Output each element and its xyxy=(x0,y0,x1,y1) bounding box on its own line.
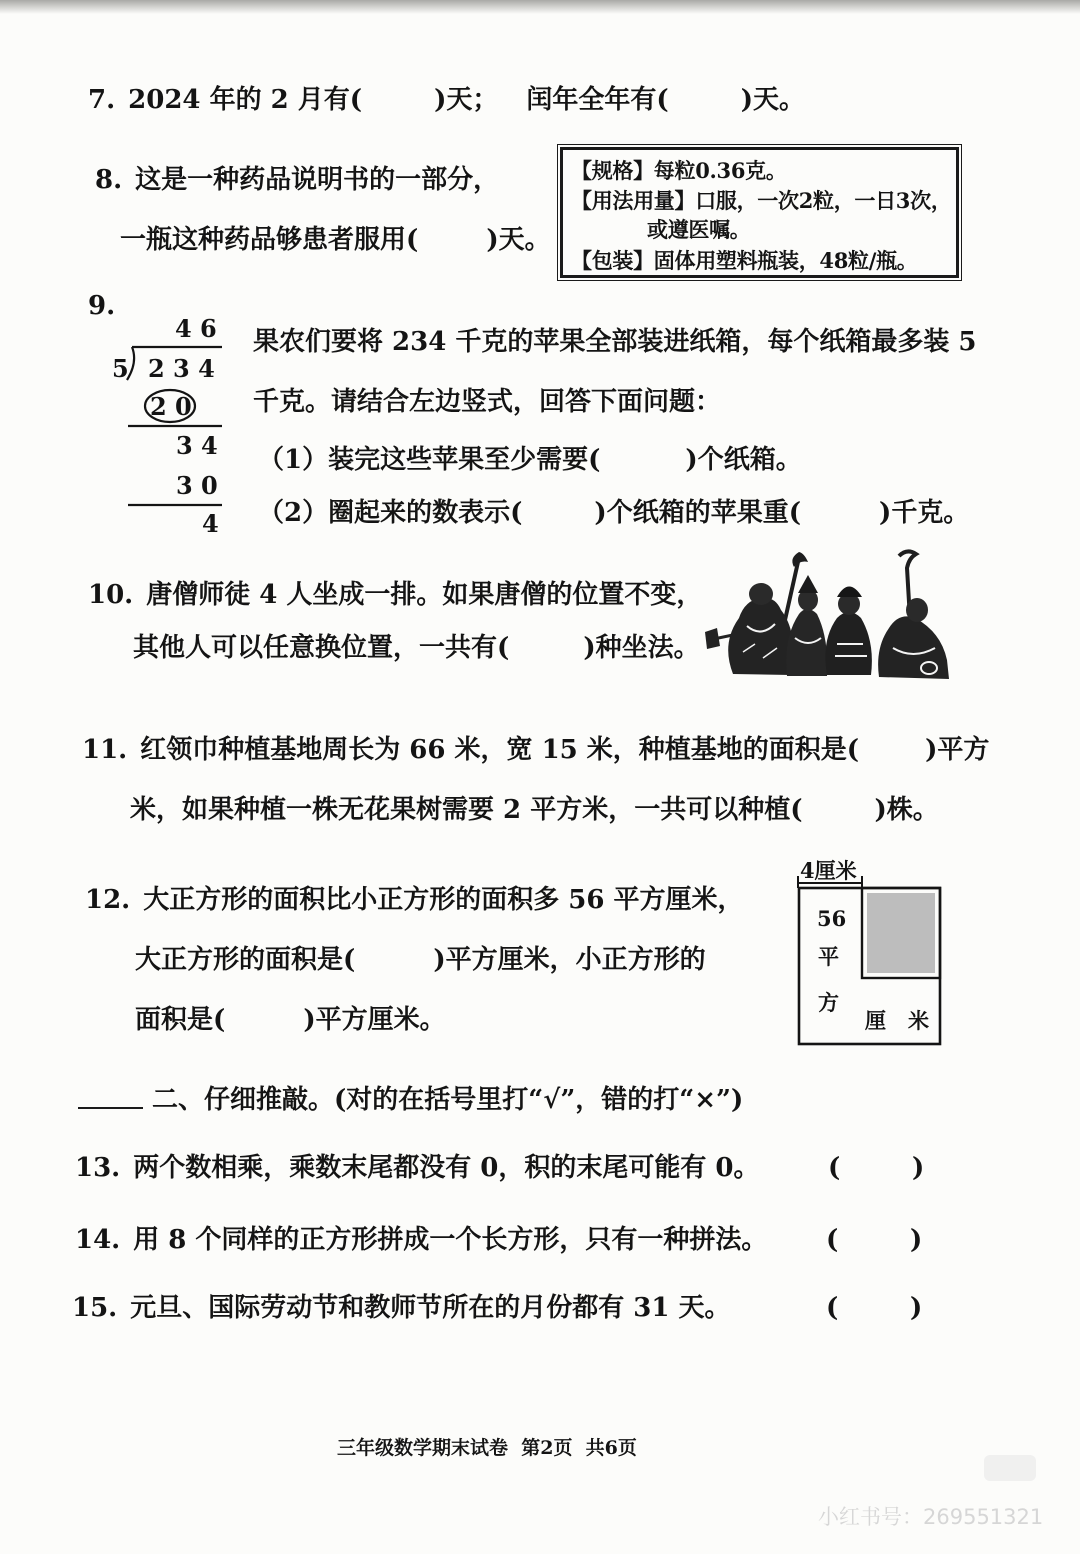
question-number: 8. xyxy=(95,165,123,195)
answer-blank xyxy=(225,1018,303,1028)
question-10-line-2 xyxy=(133,632,700,664)
area-number: 56 xyxy=(817,906,847,931)
section-2-heading: 二、仔细推敲。(对的在括号里打“√”，错的打“×”) xyxy=(152,1085,744,1115)
judgment-paren-close: ) xyxy=(912,1153,925,1183)
question-text: )天。 xyxy=(740,85,806,115)
question-text: )千克。 xyxy=(879,498,970,528)
answer-blank xyxy=(509,646,583,656)
question-9-stem-line-2: 千克。请结合左边竖式，回答下面问题： xyxy=(253,387,722,417)
question-9-sub-1 xyxy=(258,444,802,476)
question-12-line-1 xyxy=(85,884,744,916)
question-number: 14. xyxy=(75,1225,121,1255)
squares-area-figure xyxy=(790,850,950,1050)
answer-blank xyxy=(522,511,594,521)
long-division-figure xyxy=(100,300,235,540)
division-dividend: 2 3 4 xyxy=(148,354,215,383)
division-product-2: 3 0 xyxy=(176,471,218,500)
disciple-figure-2 xyxy=(825,587,872,676)
judgment-paren-open: ( xyxy=(826,1293,839,1323)
area-unit-char: 米 xyxy=(908,1008,929,1033)
question-text: 米，如果种植一株无花果树需要 2 平方米，一共可以种植( xyxy=(130,795,803,825)
question-text: )平方 xyxy=(925,735,990,765)
question-text: 两个数相乘，乘数末尾都没有 0，积的末尾可能有 0。 xyxy=(133,1153,760,1183)
figure-top-label: 4厘米 xyxy=(800,858,857,883)
question-text: 面积是( xyxy=(135,1005,226,1035)
question-9-stem-line-1: 果农们要将 234 千克的苹果全部装进纸箱，每个纸箱最多装 5 xyxy=(253,327,977,357)
question-9-sub-2 xyxy=(258,497,969,529)
question-12-line-2 xyxy=(135,944,706,976)
scan-top-edge-shadow xyxy=(0,0,1080,14)
question-12-line-3 xyxy=(135,1004,446,1036)
question-text: 用 8 个同样的正方形拼成一个长方形，只有一种拼法。 xyxy=(133,1225,768,1255)
answer-blank xyxy=(801,511,879,521)
question-number: 7. xyxy=(88,85,116,115)
answer-blank xyxy=(859,748,925,758)
question-8-line-2 xyxy=(120,224,551,256)
question-7 xyxy=(88,84,805,116)
question-text: 唐僧师徒 4 人坐成一排。如果唐僧的位置不变， xyxy=(146,580,703,610)
question-text: 元旦、国际劳动节和教师节所在的月份都有 31 天。 xyxy=(130,1293,731,1323)
small-square-shade xyxy=(867,893,935,973)
page-footer: 三年级数学期末试卷 第2页 共6页 xyxy=(337,1437,637,1459)
question-text: 这是一种药品说明书的一部分， xyxy=(135,165,500,195)
answer-blank xyxy=(669,98,741,108)
question-text: 大正方形的面积比小正方形的面积多 56 平方厘米， xyxy=(143,885,744,915)
division-divisor: 5 xyxy=(112,354,129,383)
question-text: 一瓶这种药品够患者服用( xyxy=(120,225,419,255)
judgment-paren-close: ) xyxy=(910,1225,923,1255)
label-usage: 【用法用量】口服，一次2粒，一日3次， xyxy=(571,188,952,213)
question-8-line-1 xyxy=(95,164,499,196)
question-text: )天。 xyxy=(486,225,551,255)
question-11-line-1 xyxy=(82,734,989,766)
question-number: 12. xyxy=(85,885,131,915)
disciple-figure-3 xyxy=(878,551,949,679)
question-text: （2）圈起来的数表示( xyxy=(258,498,523,528)
label-usage-cont: 或遵医嘱。 xyxy=(647,217,751,242)
question-text: 其他人可以任意换位置，一共有( xyxy=(133,633,510,663)
question-14 xyxy=(75,1224,767,1256)
judgment-paren-close: ) xyxy=(910,1293,923,1323)
question-text: 2024 年的 2 月有( xyxy=(128,85,363,115)
area-unit-char: 厘 xyxy=(865,1008,886,1033)
question-text: 大正方形的面积是( xyxy=(135,945,356,975)
medicine-label-box xyxy=(560,147,959,278)
question-text: )种坐法。 xyxy=(583,633,700,663)
division-remainder: 4 xyxy=(202,509,219,538)
answer-blank xyxy=(355,958,433,968)
watermark-logo xyxy=(984,1455,1036,1481)
question-number: 9. xyxy=(88,291,116,321)
judgment-paren-open: ( xyxy=(826,1225,839,1255)
question-number: 13. xyxy=(75,1153,121,1183)
question-number: 15. xyxy=(72,1293,118,1323)
score-blank-line xyxy=(78,1107,143,1109)
question-11-line-2 xyxy=(130,794,939,826)
question-15 xyxy=(72,1292,731,1324)
tang-monk-and-disciples-illustration xyxy=(703,548,965,683)
question-text: )个纸箱。 xyxy=(685,445,802,475)
question-text: （1）装完这些苹果至少需要( xyxy=(258,445,601,475)
disciple-figure-1 xyxy=(705,583,793,675)
question-number: 11. xyxy=(82,735,128,765)
judgment-paren-open: ( xyxy=(828,1153,841,1183)
question-text: )平方厘米。 xyxy=(303,1005,446,1035)
label-spec: 【规格】每粒0.36克。 xyxy=(571,158,787,183)
question-10-line-1 xyxy=(88,579,702,611)
question-text: )个纸箱的苹果重( xyxy=(594,498,802,528)
division-remainder-1: 3 4 xyxy=(176,431,218,460)
question-text: )平方厘米，小正方形的 xyxy=(433,945,706,975)
label-package: 【包装】固体用塑料瓶装，48粒/瓶。 xyxy=(571,248,918,273)
answer-blank xyxy=(600,458,685,468)
question-text: 闰年全年有( xyxy=(526,85,669,115)
question-text: )株。 xyxy=(874,795,939,825)
answer-blank xyxy=(418,238,486,248)
division-product-1-circled: 2 0 xyxy=(150,392,192,421)
question-text: )天； xyxy=(434,85,499,115)
question-text: 红领巾种植基地周长为 66 米，宽 15 米，种植基地的面积是( xyxy=(140,735,860,765)
answer-blank xyxy=(803,808,875,818)
watermark-text: 小红书号：269551321 xyxy=(818,1505,1044,1529)
area-unit-char: 方 xyxy=(818,990,839,1015)
question-number: 10. xyxy=(88,580,134,610)
answer-blank xyxy=(362,98,434,108)
question-13 xyxy=(75,1152,760,1184)
area-unit-char: 平 xyxy=(818,944,839,969)
division-quotient: 4 6 xyxy=(175,314,217,343)
